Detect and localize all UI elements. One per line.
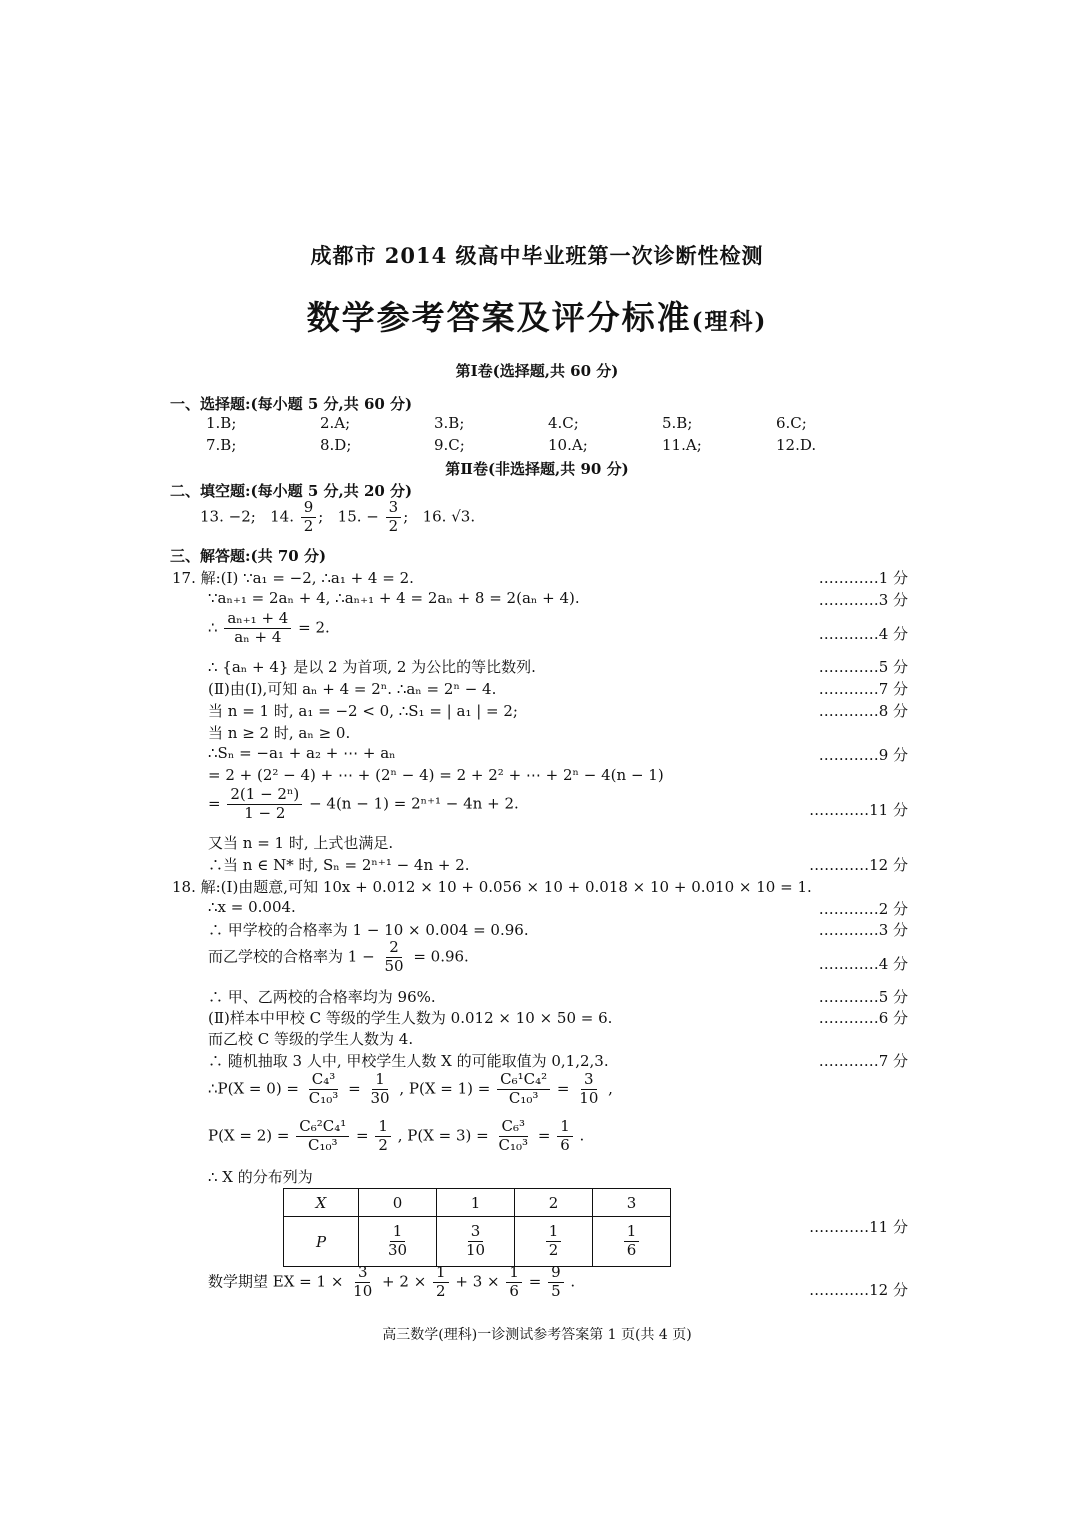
denominator: 5 bbox=[551, 1281, 561, 1300]
denominator: 10 bbox=[465, 1241, 486, 1259]
q18-line-8: ∴ 随机抽取 3 人中, 甲校学生人数 X 的可能取值为 0,1,2,3. bbox=[208, 1052, 609, 1070]
numerator: 2(1 − 2ⁿ) bbox=[227, 787, 302, 805]
fill-blank-answers bbox=[200, 500, 475, 535]
q17-line-9: = 2 + (2² − 4) + ⋯ + (2ⁿ − 4) = 2 + 2² + ⋯ + 2ⁿ − 4(n − 1) bbox=[208, 766, 664, 784]
answer-5: 5.B; bbox=[662, 414, 693, 432]
score-mark: …………12 分 bbox=[809, 856, 908, 874]
denominator: 10 bbox=[579, 1088, 599, 1107]
score-mark: …………8 分 bbox=[818, 702, 908, 720]
q17-line-3 bbox=[208, 611, 330, 646]
denominator: 6 bbox=[626, 1241, 637, 1259]
answer-11: 11.A; bbox=[662, 436, 702, 454]
fraction bbox=[350, 1265, 375, 1300]
q18-line-4 bbox=[208, 940, 469, 975]
fraction bbox=[433, 1265, 449, 1300]
numerator: 1 bbox=[624, 1224, 640, 1242]
numerator: C₆¹C₄² bbox=[497, 1072, 550, 1090]
denominator: C₁₀³ bbox=[508, 1088, 539, 1107]
denominator: C₁₀³ bbox=[308, 1088, 339, 1107]
table-cell: 1 bbox=[437, 1189, 515, 1217]
operator-text: + 2 × bbox=[382, 1272, 427, 1291]
score-mark: …………4 分 bbox=[818, 625, 908, 643]
q18-expectation bbox=[208, 1265, 575, 1300]
score-mark: …………5 分 bbox=[818, 988, 908, 1006]
table-cell bbox=[515, 1217, 593, 1267]
equals-sign: = bbox=[348, 1079, 361, 1098]
score-mark: …………3 分 bbox=[818, 921, 908, 939]
numerator: 9 bbox=[301, 500, 317, 518]
q17-line-8: ∴Sₙ = −a₁ + a₂ + ⋯ + aₙ bbox=[208, 744, 396, 762]
answer-14-fraction bbox=[301, 500, 317, 535]
part1-heading: 第Ⅰ卷(选择题,共 60 分) bbox=[455, 362, 619, 380]
numerator: 2 bbox=[386, 940, 402, 958]
q18-line-6: (Ⅱ)样本中甲校 C 等级的学生人数为 0.012 × 10 × 50 = 6. bbox=[208, 1009, 613, 1027]
denominator: 50 bbox=[384, 956, 404, 975]
probability-fraction bbox=[624, 1224, 640, 1259]
score-mark: …………6 分 bbox=[818, 1009, 908, 1027]
score-mark: …………12 分 bbox=[809, 1281, 908, 1299]
combination-fraction bbox=[496, 1119, 532, 1154]
probability-fraction bbox=[557, 1119, 573, 1154]
equation-result: = 0.96. bbox=[413, 947, 469, 966]
denominator: 6 bbox=[509, 1281, 519, 1300]
therefore-symbol: ∴ bbox=[208, 618, 218, 637]
answer-7: 7.B; bbox=[206, 436, 237, 454]
denominator: 30 bbox=[370, 1088, 390, 1107]
answer-3: 3.B; bbox=[434, 414, 465, 432]
page-title-suffix: (理科) bbox=[691, 308, 768, 335]
probability-fraction bbox=[546, 1224, 562, 1259]
denominator: 2 bbox=[303, 516, 314, 535]
numerator: 1 bbox=[372, 1072, 388, 1090]
terminator: . bbox=[570, 1272, 576, 1291]
text-prefix: ∴P(X = 0) = bbox=[208, 1079, 300, 1098]
part2-heading: 第Ⅱ卷(非选择题,共 90 分) bbox=[445, 460, 629, 478]
denominator: 10 bbox=[353, 1281, 373, 1300]
numerator: 1 bbox=[557, 1119, 573, 1137]
q17-line-1: 17. 解:(Ⅰ) ∵a₁ = −2, ∴a₁ + 4 = 2. bbox=[172, 569, 414, 587]
q17-line-7: 当 n ≥ 2 时, aₙ ≥ 0. bbox=[208, 724, 351, 742]
q18-prob-line-1 bbox=[208, 1072, 613, 1107]
q18-line-5: ∴ 甲、乙两校的合格率均为 96%. bbox=[208, 988, 436, 1006]
score-mark: …………1 分 bbox=[818, 569, 908, 587]
numerator: C₆³ bbox=[499, 1119, 529, 1137]
denominator: 30 bbox=[387, 1241, 408, 1259]
text-prefix: 数学期望 EX = 1 × bbox=[208, 1272, 344, 1291]
answer-1: 1.B; bbox=[206, 414, 237, 432]
denominator: C₁₀³ bbox=[307, 1135, 338, 1154]
denominator: 2 bbox=[378, 1135, 388, 1154]
table-cell: 3 bbox=[593, 1189, 671, 1217]
q17-sum-fraction bbox=[227, 787, 302, 822]
answer-2: 2.A; bbox=[320, 414, 351, 432]
page-footer: 高三数学(理科)一诊测试参考答案第 1 页(共 4 页) bbox=[382, 1327, 692, 1343]
text-prefix: 而乙学校的合格率为 1 − bbox=[208, 947, 375, 966]
equation-result: − 4(n − 1) = 2ⁿ⁺¹ − 4n + 2. bbox=[309, 794, 519, 813]
fraction bbox=[548, 1265, 564, 1300]
answer-4: 4.C; bbox=[548, 414, 579, 432]
q18-rate-fraction bbox=[381, 940, 406, 975]
numerator: C₄³ bbox=[309, 1072, 339, 1090]
q17-ratio-fraction bbox=[224, 611, 291, 646]
text-prefix: , P(X = 3) = bbox=[397, 1126, 489, 1145]
terminator: . bbox=[579, 1126, 585, 1145]
answer-15-label: 15. − bbox=[337, 507, 379, 526]
table-row-header: X bbox=[284, 1189, 359, 1217]
operator-text: + 3 × bbox=[455, 1272, 500, 1291]
separator: , bbox=[608, 1079, 613, 1098]
score-mark: …………2 分 bbox=[818, 900, 908, 918]
equals-sign: = bbox=[537, 1126, 551, 1145]
answer-10: 10.A; bbox=[548, 436, 588, 454]
section1-heading: 一、选择题:(每小题 5 分,共 60 分) bbox=[170, 395, 413, 413]
page-title-main: 数学参考答案及评分标准 bbox=[306, 298, 692, 337]
distribution-table bbox=[283, 1188, 671, 1267]
equals-sign: = bbox=[556, 1079, 570, 1098]
score-mark: …………3 分 bbox=[818, 591, 908, 609]
table-row bbox=[284, 1217, 671, 1267]
q18-line-7: 而乙校 C 等级的学生人数为 4. bbox=[208, 1030, 414, 1048]
probability-fraction bbox=[385, 1224, 410, 1259]
combination-fraction bbox=[497, 1072, 550, 1107]
denominator: aₙ + 4 bbox=[234, 627, 282, 646]
page-title bbox=[0, 292, 1074, 339]
answer-8: 8.D; bbox=[320, 436, 352, 454]
denominator: 2 bbox=[436, 1281, 446, 1300]
table-cell bbox=[593, 1217, 671, 1267]
denominator: 6 bbox=[560, 1135, 570, 1154]
denominator: C₁₀³ bbox=[498, 1135, 529, 1154]
numerator: C₆²C₄¹ bbox=[296, 1119, 349, 1137]
score-mark: …………7 分 bbox=[818, 680, 908, 698]
answer-13: 13. −2; bbox=[200, 507, 256, 526]
text-prefix: P(X = 2) = bbox=[208, 1126, 290, 1145]
denominator: 2 bbox=[388, 516, 399, 535]
q17-line-4: ∴ {aₙ + 4} 是以 2 为首项, 2 为公比的等比数列. bbox=[208, 658, 536, 676]
score-mark: …………7 分 bbox=[818, 1052, 908, 1070]
q18-distribution-label: ∴ X 的分布列为 bbox=[208, 1168, 313, 1186]
score-mark: …………5 分 bbox=[818, 658, 908, 676]
answer-16-radical: √3 bbox=[451, 507, 471, 526]
numerator: 1 bbox=[390, 1224, 406, 1242]
equals-sign: = bbox=[528, 1272, 542, 1291]
answer-16-label: 16. bbox=[422, 507, 447, 526]
numerator: 3 bbox=[468, 1224, 484, 1242]
probability-fraction bbox=[463, 1224, 488, 1259]
score-mark: …………9 分 bbox=[818, 746, 908, 764]
numerator: 1 bbox=[546, 1224, 562, 1242]
probability-fraction bbox=[367, 1072, 392, 1107]
q17-line-5: (Ⅱ)由(Ⅰ),可知 aₙ + 4 = 2ⁿ. ∴aₙ = 2ⁿ − 4. bbox=[208, 680, 497, 698]
q17-line-10 bbox=[208, 787, 519, 822]
probability-fraction bbox=[576, 1072, 601, 1107]
numerator: 3 bbox=[386, 500, 402, 518]
separator: ; bbox=[403, 507, 409, 526]
answer-6: 6.C; bbox=[776, 414, 807, 432]
section3-heading: 三、解答题:(共 70 分) bbox=[170, 547, 327, 565]
text-prefix: , P(X = 1) = bbox=[399, 1079, 491, 1098]
table-cell bbox=[359, 1217, 437, 1267]
q18-line-1: 18. 解:(Ⅰ)由题意,可知 10x + 0.012 × 10 + 0.056 × 10 + 0.018 × 10 + 0.010 × 10 = 1. bbox=[172, 878, 812, 896]
answer-15-fraction bbox=[386, 500, 402, 535]
table-row bbox=[284, 1189, 671, 1217]
denominator: 2 bbox=[548, 1241, 559, 1259]
denominator: 1 − 2 bbox=[244, 803, 286, 822]
table-cell: 0 bbox=[359, 1189, 437, 1217]
table-row-header: P bbox=[284, 1217, 359, 1267]
q18-prob-line-2 bbox=[208, 1119, 584, 1154]
equals-sign: = bbox=[356, 1126, 369, 1145]
numerator: 1 bbox=[375, 1119, 391, 1137]
numerator: 1 bbox=[433, 1265, 449, 1283]
q18-line-2: ∴x = 0.004. bbox=[208, 898, 296, 916]
q18-line-3: ∴ 甲学校的合格率为 1 − 10 × 0.004 = 0.96. bbox=[208, 921, 529, 939]
q17-line-6: 当 n = 1 时, a₁ = −2 < 0, ∴S₁ = | a₁ | = 2; bbox=[208, 702, 518, 720]
q17-line-11: 又当 n = 1 时, 上式也满足. bbox=[208, 834, 394, 852]
fraction bbox=[506, 1265, 522, 1300]
section2-heading: 二、填空题:(每小题 5 分,共 20 分) bbox=[170, 482, 413, 500]
equals-sign: = bbox=[208, 794, 221, 813]
numerator: 9 bbox=[548, 1265, 564, 1283]
combination-fraction bbox=[296, 1119, 349, 1154]
score-mark: …………11 分 bbox=[809, 1218, 908, 1236]
q17-line-12: ∴当 n ∈ N* 时, Sₙ = 2ⁿ⁺¹ − 4n + 2. bbox=[208, 856, 470, 874]
combination-fraction bbox=[306, 1072, 342, 1107]
numerator: 3 bbox=[355, 1265, 371, 1283]
q17-line-2: ∵aₙ₊₁ = 2aₙ + 4, ∴aₙ₊₁ + 4 = 2aₙ + 8 = 2(aₙ + 4). bbox=[208, 589, 580, 607]
equation-result: = 2. bbox=[298, 618, 330, 637]
numerator: aₙ₊₁ + 4 bbox=[224, 611, 291, 629]
answer-12: 12.D. bbox=[776, 436, 817, 454]
terminator: . bbox=[470, 507, 476, 526]
separator: ; bbox=[318, 507, 324, 526]
answer-14-label: 14. bbox=[270, 507, 294, 526]
numerator: 1 bbox=[506, 1265, 522, 1283]
table-cell bbox=[437, 1217, 515, 1267]
table-cell: 2 bbox=[515, 1189, 593, 1217]
exam-title: 成都市 2014 级高中毕业班第一次诊断性检测 bbox=[310, 243, 764, 268]
score-mark: …………4 分 bbox=[818, 955, 908, 973]
answer-9: 9.C; bbox=[434, 436, 465, 454]
score-mark: …………11 分 bbox=[809, 801, 908, 819]
numerator: 3 bbox=[581, 1072, 597, 1090]
probability-fraction bbox=[375, 1119, 391, 1154]
